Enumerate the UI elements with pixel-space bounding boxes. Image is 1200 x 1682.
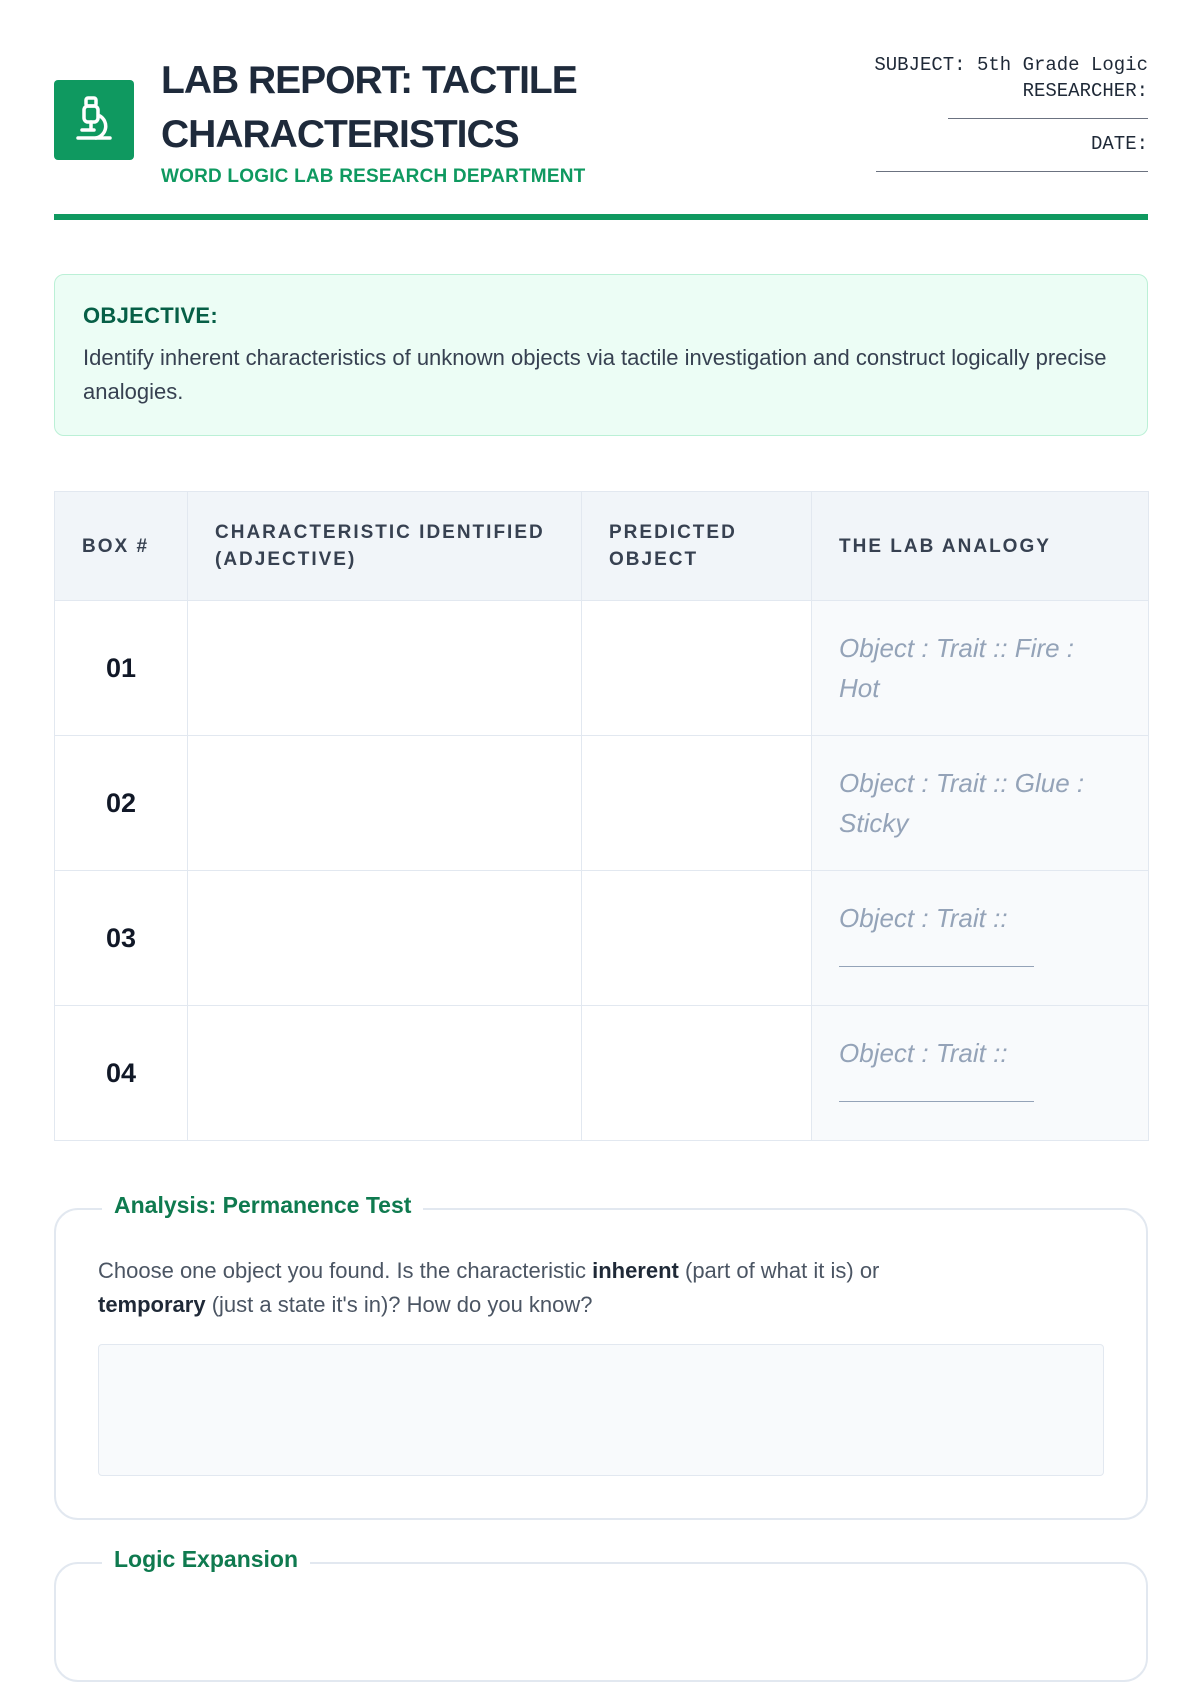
prompt-bold-temporary: temporary [98, 1292, 206, 1317]
logic-expansion-legend: Logic Expansion [102, 1546, 310, 1573]
subject-label: SUBJECT: 5th Grade Logic [874, 54, 1148, 76]
objective-label: OBJECTIVE: [83, 303, 219, 328]
title-block [161, 54, 585, 188]
title-line-2: CHARACTERISTICS [161, 113, 519, 156]
analogy-text: Object : Trait :: Fire : Hot [839, 633, 1075, 703]
lab-table [54, 491, 1149, 1141]
table-row [55, 871, 1149, 1006]
date-field[interactable] [876, 157, 1148, 172]
report-header [54, 0, 1148, 220]
table-header-row [55, 492, 1149, 601]
header-divider [54, 214, 1148, 220]
page-title [161, 54, 585, 162]
date-label: DATE: [1090, 133, 1148, 155]
report-meta [874, 52, 1148, 184]
objective-text: Identify inherent characteristics of unknown objects via tactile investigation and construct logically precise analogies. [83, 345, 1107, 404]
objective-box [54, 274, 1148, 436]
analogy-text: Object : Trait :: Glue : Sticky [839, 768, 1085, 838]
prompt-bold-inherent: inherent [592, 1258, 679, 1283]
worksheet-page [54, 0, 1148, 1572]
analogy-blank-line[interactable] [839, 950, 1034, 967]
researcher-label: RESEARCHER: [1022, 80, 1148, 102]
characteristic-cell[interactable] [188, 601, 582, 736]
column-header-characteristic: CHARACTERISTIC IDENTIFIED (ADJECTIVE) [188, 492, 582, 601]
analogy-text: Object : Trait :: [839, 903, 1008, 933]
predicted-object-cell[interactable] [582, 601, 812, 736]
box-number: 04 [55, 1006, 188, 1141]
analysis-answer-box[interactable] [98, 1344, 1104, 1476]
predicted-object-cell[interactable] [582, 871, 812, 1006]
characteristic-cell[interactable] [188, 1006, 582, 1141]
analogy-blank-line[interactable] [839, 1085, 1034, 1102]
analogy-cell[interactable] [812, 736, 1149, 871]
table-row [55, 601, 1149, 736]
title-line-1: LAB REPORT: TACTILE [161, 59, 577, 102]
prompt-text-3: (just a state it's in)? How do you know? [205, 1292, 593, 1317]
box-number: 03 [55, 871, 188, 1006]
predicted-object-cell[interactable] [582, 736, 812, 871]
analogy-cell[interactable] [812, 871, 1149, 1006]
column-header-analogy: THE LAB ANALOGY [812, 492, 1149, 601]
characteristic-cell[interactable] [188, 736, 582, 871]
prompt-text-2: (part of what it is) or [678, 1258, 880, 1283]
box-number: 02 [55, 736, 188, 871]
prompt-text-1: Choose one object you found. Is the characteristic [98, 1258, 593, 1283]
column-header-predicted-object: PREDICTED OBJECT [582, 492, 812, 601]
logic-expansion-panel [54, 1546, 1148, 1682]
box-number: 01 [55, 601, 188, 736]
analogy-text: Object : Trait :: [839, 1038, 1008, 1068]
analysis-prompt [98, 1254, 1058, 1322]
table-row [55, 1006, 1149, 1141]
researcher-field[interactable] [948, 104, 1148, 119]
department-subtitle: WORD LOGIC LAB RESEARCH DEPARTMENT [161, 166, 586, 187]
predicted-object-cell[interactable] [582, 1006, 812, 1141]
analysis-legend: Analysis: Permanence Test [102, 1192, 423, 1219]
analysis-panel [54, 1192, 1148, 1520]
analogy-cell[interactable] [812, 1006, 1149, 1141]
table-row [55, 736, 1149, 871]
analogy-cell[interactable] [812, 601, 1149, 736]
column-header-box: BOX # [55, 492, 188, 601]
microscope-icon [54, 80, 134, 160]
characteristic-cell[interactable] [188, 871, 582, 1006]
